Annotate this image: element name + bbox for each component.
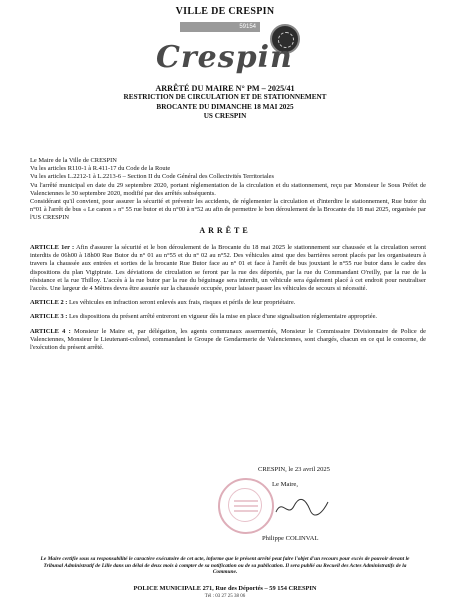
footer-address: POLICE MUNICIPALE 271, Rue des Déportés – 59 154 CRESPIN <box>133 585 317 592</box>
article-text: Afin d'assurer la sécurité et le bon déroulement de la Brocante du 18 mai 2025 le stationnement sur chaussée et la circulation seront interdits de 06h00 à 18h00 Rue Butor du n° 01 au n°55 et du n° 02 au n°52. Des véhicules ainsi que des barrières seront placés par les organisateurs à travers la chaussée aux entrées et sorties de la brocante Rue Butor face au n° 01 et face à l'arrêt de bus jouxtant le n°55 rue butor dans le cadre des dispositions du plan Vigipirate. Les déviations de circulation se feront par la rue des déportés, par la rue du Commandant O'reilly, par la rue de la résistance et la rue Thilloy. L'accès à la rue butor par la rue du béguinage sera interdit, un véhicule sera également placé à cet endroit pour neutraliser l'accès. Une largeur de 4 Mètres devra être assurée sur la chaussée occupée, pour laisser passer les véhicules de secours si nécessité. <box>30 244 426 293</box>
article-label: ARTICLE 4 : <box>30 327 71 335</box>
article-2 <box>30 299 426 307</box>
article-4 <box>30 328 426 353</box>
signatory-role: Le Maire, <box>272 481 298 488</box>
decree-subject: RESTRICTION DE CIRCULATION ET DE STATIONNEMENT <box>123 93 327 102</box>
article-label: ARTICLE 2 : <box>30 299 68 307</box>
place-and-date: CRESPIN, le 23 avril 2025 <box>258 466 330 473</box>
article-text: Les véhicules en infraction seront enlevés aux frais, risques et périls de leur propriétaire. <box>69 299 296 307</box>
article-text: Les dispositions du présent arrêté entreront en vigueur dès la mise en place d'une signalisation réglementaire appropriée. <box>69 313 378 321</box>
visa-line: Vu les articles L.2212-1 à L.2213-6 – Section II du Code Général des Collectivités Territoriales <box>30 173 274 181</box>
article-3 <box>30 313 426 321</box>
decree-organizer: US CRESPIN <box>203 112 247 121</box>
handwritten-signature <box>272 494 332 520</box>
visa-line: Considérant qu'il convient, pour assurer la sécurité et prévenir les accidents, de réglementer la circulation et d'interdire le stationnement, Rue butor du n°01 à l'arrêt de bus « Le canon » n° 55 rue butor et du n°00 à n°52 au afin de permettre le bon déroulement de la Brocante du 18 mai 2025, organisée par l'US CRESPIN <box>30 198 426 222</box>
visa-line: Le Maire de la Ville de CRESPIN <box>30 157 117 164</box>
decree-title-block <box>0 84 450 122</box>
article-label: ARTICLE 3 : <box>30 313 68 321</box>
logo-band: 59154 <box>180 22 260 32</box>
municipal-stamp-icon <box>218 478 274 534</box>
article-1 <box>30 244 426 293</box>
visa-line: Vu les articles R110-1 à R.411-17 du Code de la Route <box>30 165 171 173</box>
decree-number: ARRÊTÉ DU MAIRE N° PM – 2025/41 <box>155 84 295 93</box>
logo-text: Crespin <box>156 40 293 75</box>
legal-notice: Le Maire certifie sous sa responsabilité le caractère exécutoire de cet acte, informe que le présent arrêté peut faire l'objet d'un recours pour excès de pouvoir devant le Tribunal Administratif de Lille dans un délai de deux mois à compter de sa notification ou de sa publication. Il sera publié au Recueil des Actes Administratifs de la Commune. <box>40 556 410 576</box>
decree-event: BROCANTE DU DIMANCHE 18 MAI 2025 <box>156 102 294 111</box>
signatory-name: Philippe COLINVAL <box>262 535 319 542</box>
city-logo <box>130 18 320 80</box>
visas-section <box>30 157 426 223</box>
arrete-heading: ARRÊTE <box>199 226 251 235</box>
visa-line: Vu l'arrêté municipal en date du 29 septembre 2020, portant réglementation de la circulation et du stationnement, reçu par Monsieur le Sous Préfet de Valenciennes le 30 septembre 2020, modifié par des arrêtés subséquents. <box>30 181 426 197</box>
footer-phone: Tél : 03 27 25 38 06 <box>204 594 246 599</box>
city-header: VILLE DE CRESPIN <box>175 6 275 17</box>
article-text: Monsieur le Maire et, par délégation, les agents communaux assermentés, Monsieur le Commissaire Divisionnaire de Police de Valenciennes, Monsieur le Lieutenant-colonel, commandant le Groupe de Gendarmerie de Valenciennes, sont chargés, chacun en ce qui le concerne, de l'exécution du présent arrêté. <box>30 327 426 352</box>
articles-section <box>30 244 426 358</box>
article-label: ARTICLE 1er : <box>30 244 75 251</box>
